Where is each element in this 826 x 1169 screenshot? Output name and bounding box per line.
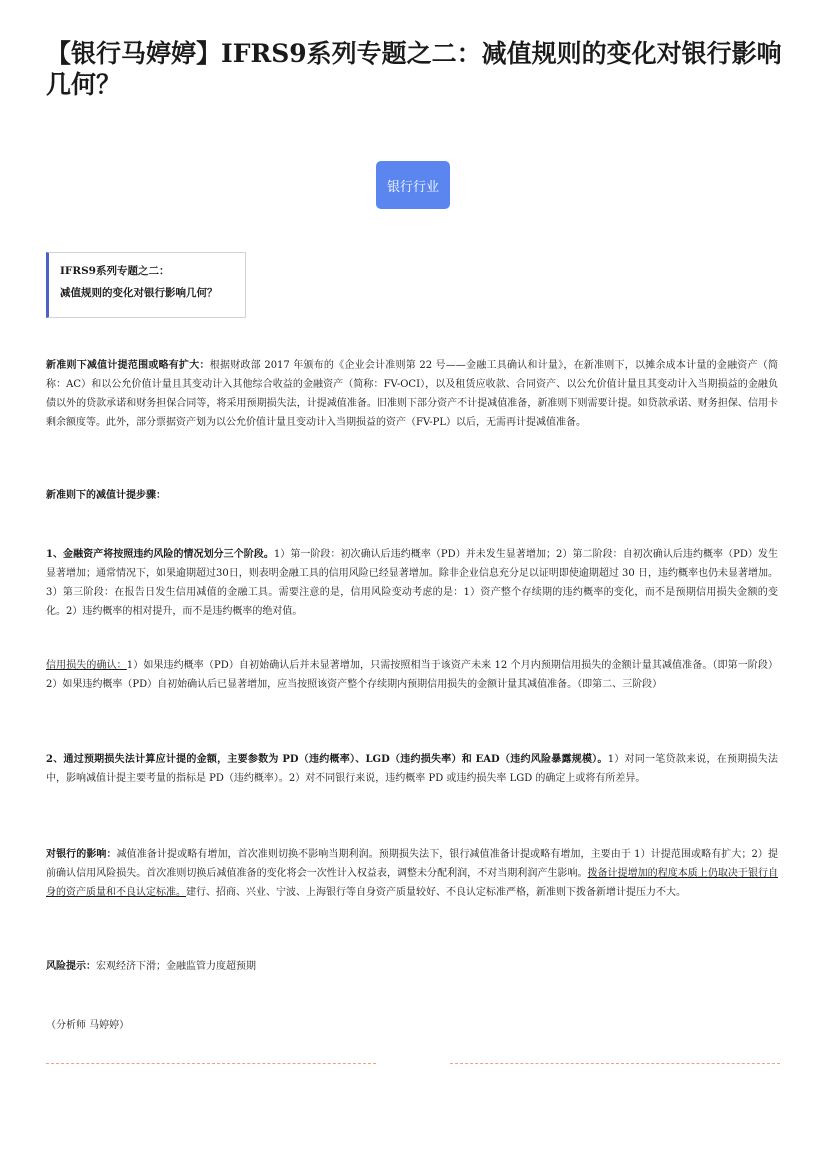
- credit-loss-lead: 信用损失的确认：: [46, 660, 127, 671]
- step2-paragraph: [46, 750, 778, 788]
- scope-lead: 新准则下减值计提范围或略有扩大：: [46, 360, 210, 371]
- risk-body: 宏观经济下滑；金融监管力度超预期: [96, 961, 256, 972]
- step2-body: 1）对同一笔贷款来说，在预期损失法中，影响减值计提主要考量的指标是 PD（违约概率）。2）对不同银行来说，违约概率 PD 或违约损失率 LGD 的确定上或将有所差异。: [46, 754, 778, 784]
- callout-line-1: IFRS9系列专题之二：: [60, 265, 170, 277]
- impact-body-2: 建行、招商、兴业、宁波、上海银行等自身资产质量较好、不良认定标准严格，新准则下拨备新增计提压力不大。: [186, 887, 686, 898]
- impact-lead: 对银行的影响：: [46, 849, 117, 860]
- page-title: 【银行马婷婷】IFRS9系列专题之二：减值规则的变化对银行影响几何？: [46, 39, 782, 99]
- footer-divider-right: [450, 1063, 780, 1064]
- step1-lead: 1、金融资产将按照违约风险的情况划分三个阶段。: [46, 549, 274, 560]
- risk-lead: 风险提示：: [46, 961, 96, 972]
- step2-lead: 2、通过预期损失法计算应计提的金额，主要参数为 PD（违约概率）、LGD（违约损失率）和 EAD（违约风险暴露规模）。: [46, 754, 608, 765]
- industry-tag[interactable]: 银行行业: [376, 161, 450, 209]
- credit-loss-body: 1）如果违约概率（PD）自初始确认后并未显著增加，只需按照相当于该资产未来 12 个月内预期信用损失的金额计量其减值准备。（即第一阶段）2）如果违约概率（PD）自初始确认后已显著增加，应当按照该资产整个存续期内预期信用损失的金额计量其减值准备。（即第二、三阶段）: [46, 660, 778, 690]
- scope-paragraph: [46, 356, 778, 432]
- risk-paragraph: [46, 957, 778, 976]
- credit-loss-paragraph: [46, 656, 778, 694]
- callout-line-2: 减值规则的变化对银行影响几何？: [60, 287, 218, 299]
- impact-body-1: 减值准备计提或略有增加，首次准则切换不影响当期利润。预期损失法下，银行减值准备计提或略有增加，主要由于 1）计提范围或略有扩大；2）提前确认信用风险损失。首次准则切换后减值准备的变化将会一次性计入权益表，调整未分配利润，不对当期利润产生影响。: [46, 849, 778, 879]
- topic-callout: [46, 252, 246, 318]
- steps-heading-text: 新准则下的减值计提步骤：: [46, 490, 166, 501]
- footer-divider-left: [46, 1063, 376, 1064]
- scope-body: 根据财政部 2017 年颁布的《企业会计准则第 22 号——金融工具确认和计量》，在新准则下，以摊余成本计量的金融资产（简称：AC）和以公允价值计量且其变动计入其他综合收益的金融资产（简称：FV-OCI），以及租赁应收款、合同资产、以公允价值计量且其变动计入当期损益的金融负债以外的贷款承诺和财务担保合同等，将采用预期损失法，计提减值准备。旧准则下部分资产不计提减值准备，新准则下则需要计提。如贷款承诺、财务担保、信用卡剩余额度等。此外，部分票据资产划为以公允价值计量且变动计入当期损益的资产（FV-PL）以后，无需再计提减值准备。: [46, 360, 779, 428]
- impact-body-underlined: 拨备计提增加的程度本质上仍取决于银行自身的资产质量和不良认定标准。: [46, 868, 779, 898]
- step1-paragraph: [46, 545, 778, 621]
- step1-body: 1）第一阶段：初次确认后违约概率（PD）并未发生显著增加；2）第二阶段：自初次确认后违约概率（PD）发生显著增加；通常情况下，如果逾期超过30日，则表明金融工具的信用风险已经显著增加。除非企业信息充分足以证明即使逾期超过 30 日，违约概率也仍未显著增加。3）第三阶段：在报告日发生信用减值的金融工具。需要注意的是，信用风险变动考虑的是：1）资产整个存续期的违约概率的变化，而不是预期信用损失金额的变化。2）违约概率的相对提升，而不是违约概率的绝对值。: [46, 549, 778, 617]
- analyst-credit: （分析师 马婷婷）: [46, 1020, 130, 1031]
- impact-paragraph: [46, 845, 778, 902]
- steps-heading: [46, 486, 778, 505]
